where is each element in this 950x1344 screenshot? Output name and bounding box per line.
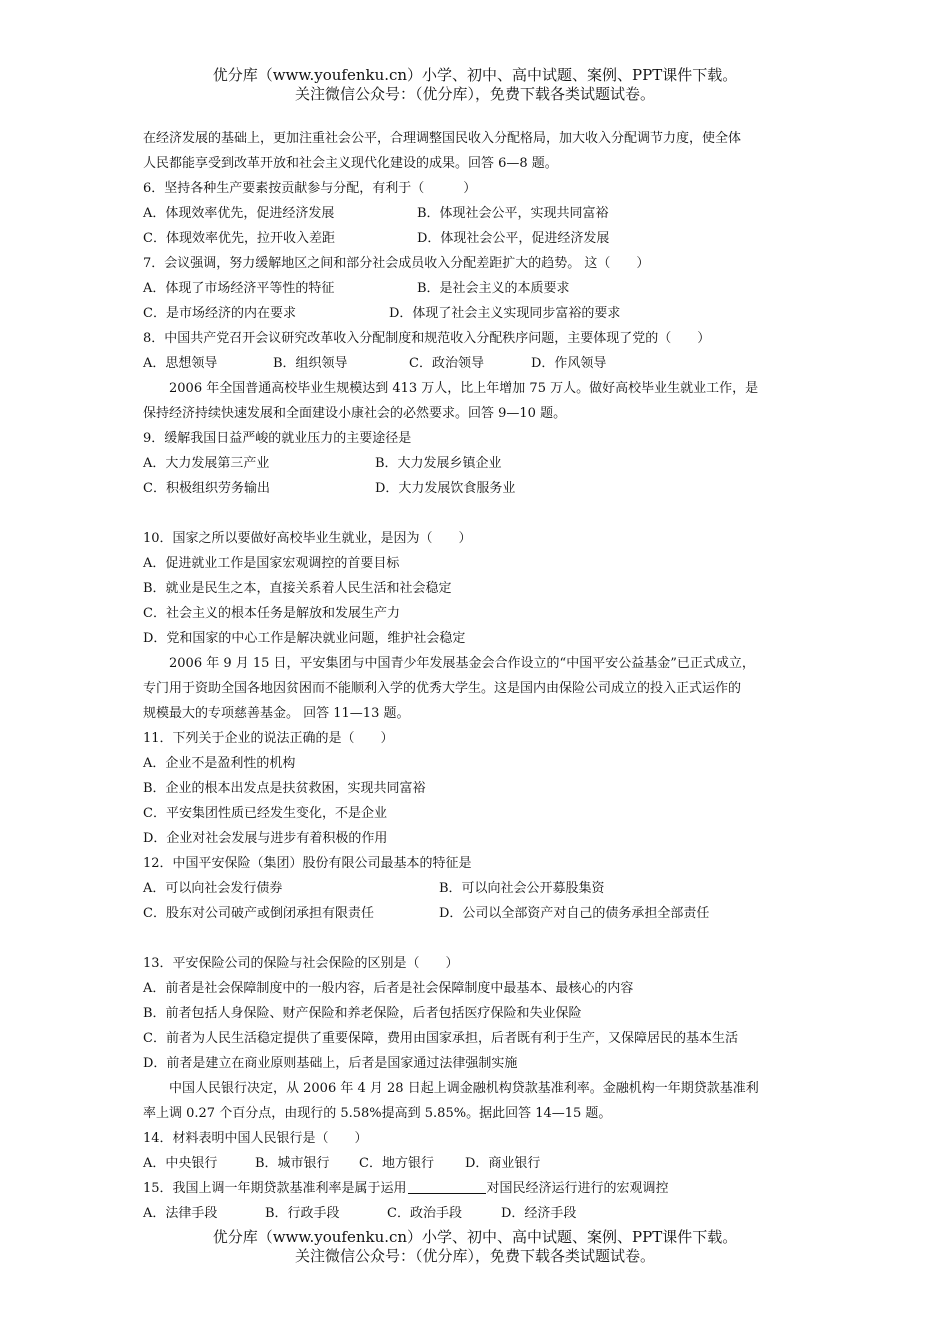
intro-paragraph-4-line-2: 率上调 0.27 个百分点，由现行的 5.58%提高到 5.85%。据此回答 14—15 题。: [143, 1106, 612, 1121]
q7-option-b: B．是社会主义的本质要求: [417, 281, 570, 296]
header-line-2: 关注微信公众号：（优分库），免费下载各类试题试卷。: [294, 85, 655, 103]
q9-option-c: C．积极组织劳务输出: [143, 481, 270, 496]
q7-option-a: A．体现了市场经济平等性的特征: [143, 281, 335, 296]
q12-option-a: A．可以向社会发行债券: [143, 881, 283, 896]
spacer: [143, 926, 809, 951]
question-8-stem: 8．中国共产党召开会议研究改革收入分配制度和规范收入分配秩序问题，主要体现了党的（ ）: [143, 331, 711, 346]
question-9-options-row-1: [143, 451, 809, 476]
intro-paragraph-4-line-1: 中国人民银行决定，从 2006 年 4 月 28 日起上调金融机构贷款基准利率。金融机构一年期贷款基准利: [169, 1081, 759, 1096]
q15-option-d: D．经济手段: [501, 1206, 577, 1221]
question-15-options: [143, 1201, 809, 1226]
question-15-stem: [143, 1176, 809, 1201]
q8-option-a: A．思想领导: [143, 356, 218, 371]
question-8-options: [143, 351, 809, 376]
intro-paragraph-2-line-1: 2006 年全国普通高校毕业生规模达到 413 万人，比上年增加 75 万人。做好高校毕业生就业工作，是: [169, 381, 759, 396]
q14-option-d: D．商业银行: [465, 1156, 541, 1171]
q11-option-b: B．企业的根本出发点是扶贫救困，实现共同富裕: [143, 781, 426, 796]
intro-paragraph-1-line-1: 在经济发展的基础上，更加注重社会公平，合理调整国民收入分配格局，加大收入分配调节力度，使全体: [143, 131, 742, 146]
footer-line-1: 优分库（www.youfenku.cn）小学、初中、高中试题、案例、PPT课件下载。: [212, 1228, 738, 1246]
q10-option-d: D．党和国家的中心工作是解决就业问题，维护社会稳定: [143, 631, 466, 646]
question-7-options-row-2: [143, 301, 809, 326]
question-9-options-row-2: [143, 476, 809, 501]
question-6-options-row-2: [143, 226, 809, 251]
question-7-options-row-1: [143, 276, 809, 301]
q10-option-c: C．社会主义的根本任务是解放和发展生产力: [143, 606, 400, 621]
q11-option-a: A．企业不是盈利性的机构: [143, 756, 296, 771]
intro-paragraph-2-line-2: 保持经济持续快速发展和全面建设小康社会的必然要求。回答 9—10 题。: [143, 406, 567, 421]
footer-line-2: 关注微信公众号：（优分库），免费下载各类试题试卷。: [294, 1247, 655, 1265]
question-13-stem: 13．平安保险公司的保险与社会保险的区别是（ ）: [143, 956, 459, 971]
q15-option-b: B．行政手段: [265, 1206, 340, 1221]
intro-paragraph-3-line-2: 专门用于资助全国各地因贫困而不能顺利入学的优秀大学生。这是国内由保险公司成立的投入正式运作的: [143, 681, 742, 696]
question-10-stem: 10．国家之所以要做好高校毕业生就业，是因为（ ）: [143, 531, 472, 546]
q7-option-d: D．体现了社会主义实现同步富裕的要求: [389, 306, 621, 321]
question-12-options-row-2: [143, 901, 809, 926]
q9-option-a: A．大力发展第三产业: [143, 456, 270, 471]
q13-option-b: B．前者包括人身保险、财产保险和养老保险，后者包括医疗保险和失业保险: [143, 1006, 582, 1021]
q11-option-d: D．企业对社会发展与进步有着积极的作用: [143, 831, 388, 846]
question-11-stem: 11．下列关于企业的说法正确的是（ ）: [143, 731, 394, 746]
q9-option-b: B．大力发展乡镇企业: [375, 456, 502, 471]
q6-option-c: C．体现效率优先，拉开收入差距: [143, 231, 335, 246]
q15-stem-before: 15．我国上调一年期贷款基准利率是属于运用: [143, 1181, 407, 1196]
q12-option-c: C．股东对公司破产或倒闭承担有限责任: [143, 906, 374, 921]
q12-option-d: D．公司以全部资产对自己的债务承担全部责任: [439, 906, 710, 921]
spacer: [143, 501, 809, 526]
q12-option-b: B．可以向社会公开募股集资: [439, 881, 605, 896]
q10-option-b: B．就业是民生之本，直接关系着人民生活和社会稳定: [143, 581, 452, 596]
q15-option-a: A．法律手段: [143, 1206, 218, 1221]
q14-option-c: C．地方银行: [359, 1156, 434, 1171]
question-7-stem: 7．会议强调，努力缓解地区之间和部分社会成员收入分配差距扩大的趋势。 这（ ）: [143, 256, 650, 271]
question-14-stem: 14．材料表明中国人民银行是（ ）: [143, 1131, 368, 1146]
header-line-1: 优分库（www.youfenku.cn）小学、初中、高中试题、案例、PPT课件下载。: [212, 66, 738, 84]
q6-option-a: A．体现效率优先，促进经济发展: [143, 206, 335, 221]
q13-option-c: C．前者为人民生活稳定提供了重要保障，费用由国家承担，后者既有利于生产，又保障居民的基本生活: [143, 1031, 738, 1046]
question-6-options-row-1: [143, 201, 809, 226]
q14-option-b: B．城市银行: [255, 1156, 330, 1171]
q8-option-c: C．政治领导: [409, 356, 484, 371]
q10-option-a: A．促进就业工作是国家宏观调控的首要目标: [143, 556, 400, 571]
question-9-stem: 9．缓解我国日益严峻的就业压力的主要途径是: [143, 431, 412, 446]
answer-blank: [408, 1178, 486, 1194]
question-12-options-row-1: [143, 876, 809, 901]
q13-option-a: A．前者是社会保障制度中的一般内容，后者是社会保障制度中最基本、最核心的内容: [143, 981, 634, 996]
question-14-options: [143, 1151, 809, 1176]
q8-option-d: D．作风领导: [531, 356, 607, 371]
question-12-stem: 12．中国平安保险（集团）股份有限公司最基本的特征是: [143, 856, 472, 871]
q8-option-b: B．组织领导: [273, 356, 348, 371]
q14-option-a: A．中央银行: [143, 1156, 218, 1171]
q11-option-c: C．平安集团性质已经发生变化，不是企业: [143, 806, 387, 821]
page-footer: [0, 1228, 950, 1266]
q6-option-d: D．体现社会公平，促进经济发展: [417, 231, 610, 246]
intro-paragraph-3-line-1: 2006 年 9 月 15 日，平安集团与中国青少年发展基金会合作设立的“中国平安公益基金”已正式成立，: [169, 656, 755, 671]
q15-stem-after: 对国民经济运行进行的宏观调控: [486, 1181, 669, 1196]
page-header: [0, 66, 950, 104]
q6-option-b: B．体现社会公平，实现共同富裕: [417, 206, 609, 221]
intro-paragraph-1-line-2: 人民都能享受到改革开放和社会主义现代化建设的成果。回答 6—8 题。: [143, 156, 558, 171]
q15-option-c: C．政治手段: [387, 1206, 462, 1221]
q9-option-d: D．大力发展饮食服务业: [375, 481, 516, 496]
q7-option-c: C．是市场经济的内在要求: [143, 306, 296, 321]
intro-paragraph-3-line-3: 规模最大的专项慈善基金。 回答 11—13 题。: [143, 706, 410, 721]
document-body: [143, 126, 809, 1226]
q13-option-d: D．前者是建立在商业原则基础上，后者是国家通过法律强制实施: [143, 1056, 518, 1071]
question-6-stem: 6．坚持各种生产要素按贡献参与分配，有利于（ ）: [143, 181, 477, 196]
